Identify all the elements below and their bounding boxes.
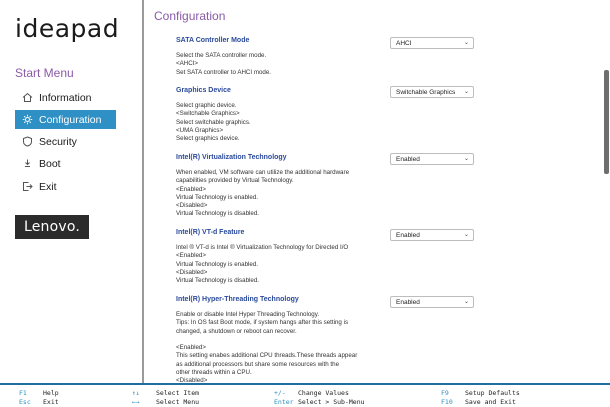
chevron-down-icon: ⌄ bbox=[463, 232, 469, 238]
footer-desc: Select Item bbox=[156, 389, 200, 397]
sata-mode-select[interactable] bbox=[390, 37, 474, 49]
graphics-device-select[interactable] bbox=[390, 86, 474, 98]
footer-desc: Save and Exit bbox=[465, 398, 516, 406]
setting-help: Select the SATA controller mode. <AHCI> Set SATA controller to AHCI mode. bbox=[176, 52, 272, 76]
footer-keybar bbox=[0, 383, 610, 407]
virtualization-select[interactable] bbox=[390, 153, 474, 165]
sidebar-item-security[interactable] bbox=[15, 132, 116, 151]
footer-desc: Select > Sub-Menu bbox=[298, 398, 365, 406]
footer-desc: Exit bbox=[43, 398, 59, 406]
setting-help: When enabled, VM software can utilize the additional hardware capabilities provided by Virtual Technology. <Enabled> Virtual Technology is enabled. <Disabled> Virtual Technology is disabled. bbox=[176, 169, 350, 218]
sidebar-item-label: Exit bbox=[39, 180, 57, 193]
chevron-down-icon: ⌄ bbox=[463, 299, 469, 305]
setting-name: Intel(R) Virtualization Technology bbox=[176, 154, 287, 161]
chevron-down-icon: ⌄ bbox=[463, 156, 469, 162]
setting-name: Intel(R) VT-d Feature bbox=[176, 229, 245, 236]
sidebar-item-exit[interactable] bbox=[15, 177, 116, 196]
setting-help: Select graphic device. <Switchable Graphics> Select switchable graphics. <UMA Graphics> Select graphics device. bbox=[176, 102, 251, 143]
ideapad-logo: ideapad bbox=[15, 14, 120, 43]
footer-key: ↑↓ bbox=[132, 389, 140, 397]
footer-key: F9 bbox=[441, 389, 449, 397]
sidebar-item-label: Configuration bbox=[39, 113, 102, 126]
page-title: Configuration bbox=[154, 9, 226, 23]
footer-key: Enter bbox=[274, 398, 294, 406]
shield-icon bbox=[21, 136, 33, 148]
select-value: AHCI bbox=[396, 39, 412, 47]
footer-key: ←→ bbox=[132, 398, 140, 406]
footer-key: Esc bbox=[19, 398, 31, 406]
sidebar-item-information[interactable] bbox=[15, 88, 116, 107]
setting-help: Intel ® VT-d is Intel ® Virtualization Technology for Directed I/O <Enabled> Virtual Technology is enabled. <Disabled> Virtual Technology is disabled. bbox=[176, 244, 349, 285]
setting-name: Intel(R) Hyper-Threading Technology bbox=[176, 296, 299, 303]
sidebar-item-label: Boot bbox=[39, 157, 61, 170]
home-icon bbox=[21, 92, 33, 104]
select-value: Enabled bbox=[396, 298, 420, 306]
sidebar-item-label: Security bbox=[39, 135, 77, 148]
sidebar-item-boot[interactable] bbox=[15, 154, 116, 173]
footer-desc: Setup Defaults bbox=[465, 389, 520, 397]
scrollbar[interactable] bbox=[604, 70, 609, 174]
setting-help: Enable or disable Intel Hyper Threading Technology. Tips: In OS fast Boot mode, if system hangs after this setting is changed, a shutdown or reboot can recover. <Enabled> This setting enabes additional CPU threads.These threads appear as additional processors but share some resources with the other threads within a CPU. <Disabled> bbox=[176, 311, 358, 383]
sidebar bbox=[0, 0, 142, 383]
sidebar-item-configuration[interactable] bbox=[15, 110, 116, 129]
footer-key: F1 bbox=[19, 389, 27, 397]
power-icon bbox=[21, 158, 33, 170]
select-value: Switchable Graphics bbox=[396, 88, 456, 96]
footer-desc: Help bbox=[43, 389, 59, 397]
select-value: Enabled bbox=[396, 155, 420, 163]
select-value: Enabled bbox=[396, 231, 420, 239]
sidebar-item-label: Information bbox=[39, 91, 92, 104]
exit-icon bbox=[21, 181, 33, 193]
chevron-down-icon: ⌄ bbox=[463, 40, 469, 46]
footer-desc: Change Values bbox=[298, 389, 349, 397]
vt-d-select[interactable] bbox=[390, 229, 474, 241]
chevron-down-icon: ⌄ bbox=[463, 89, 469, 95]
hyper-threading-select[interactable] bbox=[390, 296, 474, 308]
setting-name: SATA Controller Mode bbox=[176, 37, 250, 44]
main-panel bbox=[144, 0, 610, 383]
footer-desc: Select Menu bbox=[156, 398, 200, 406]
gear-icon bbox=[21, 114, 33, 126]
setting-name: Graphics Device bbox=[176, 87, 231, 94]
footer-key: F10 bbox=[441, 398, 453, 406]
footer-key: +/- bbox=[274, 389, 286, 397]
setting-hyper-threading bbox=[176, 296, 476, 383]
lenovo-logo: Lenovo. bbox=[15, 215, 89, 239]
start-menu-title: Start Menu bbox=[15, 66, 74, 80]
